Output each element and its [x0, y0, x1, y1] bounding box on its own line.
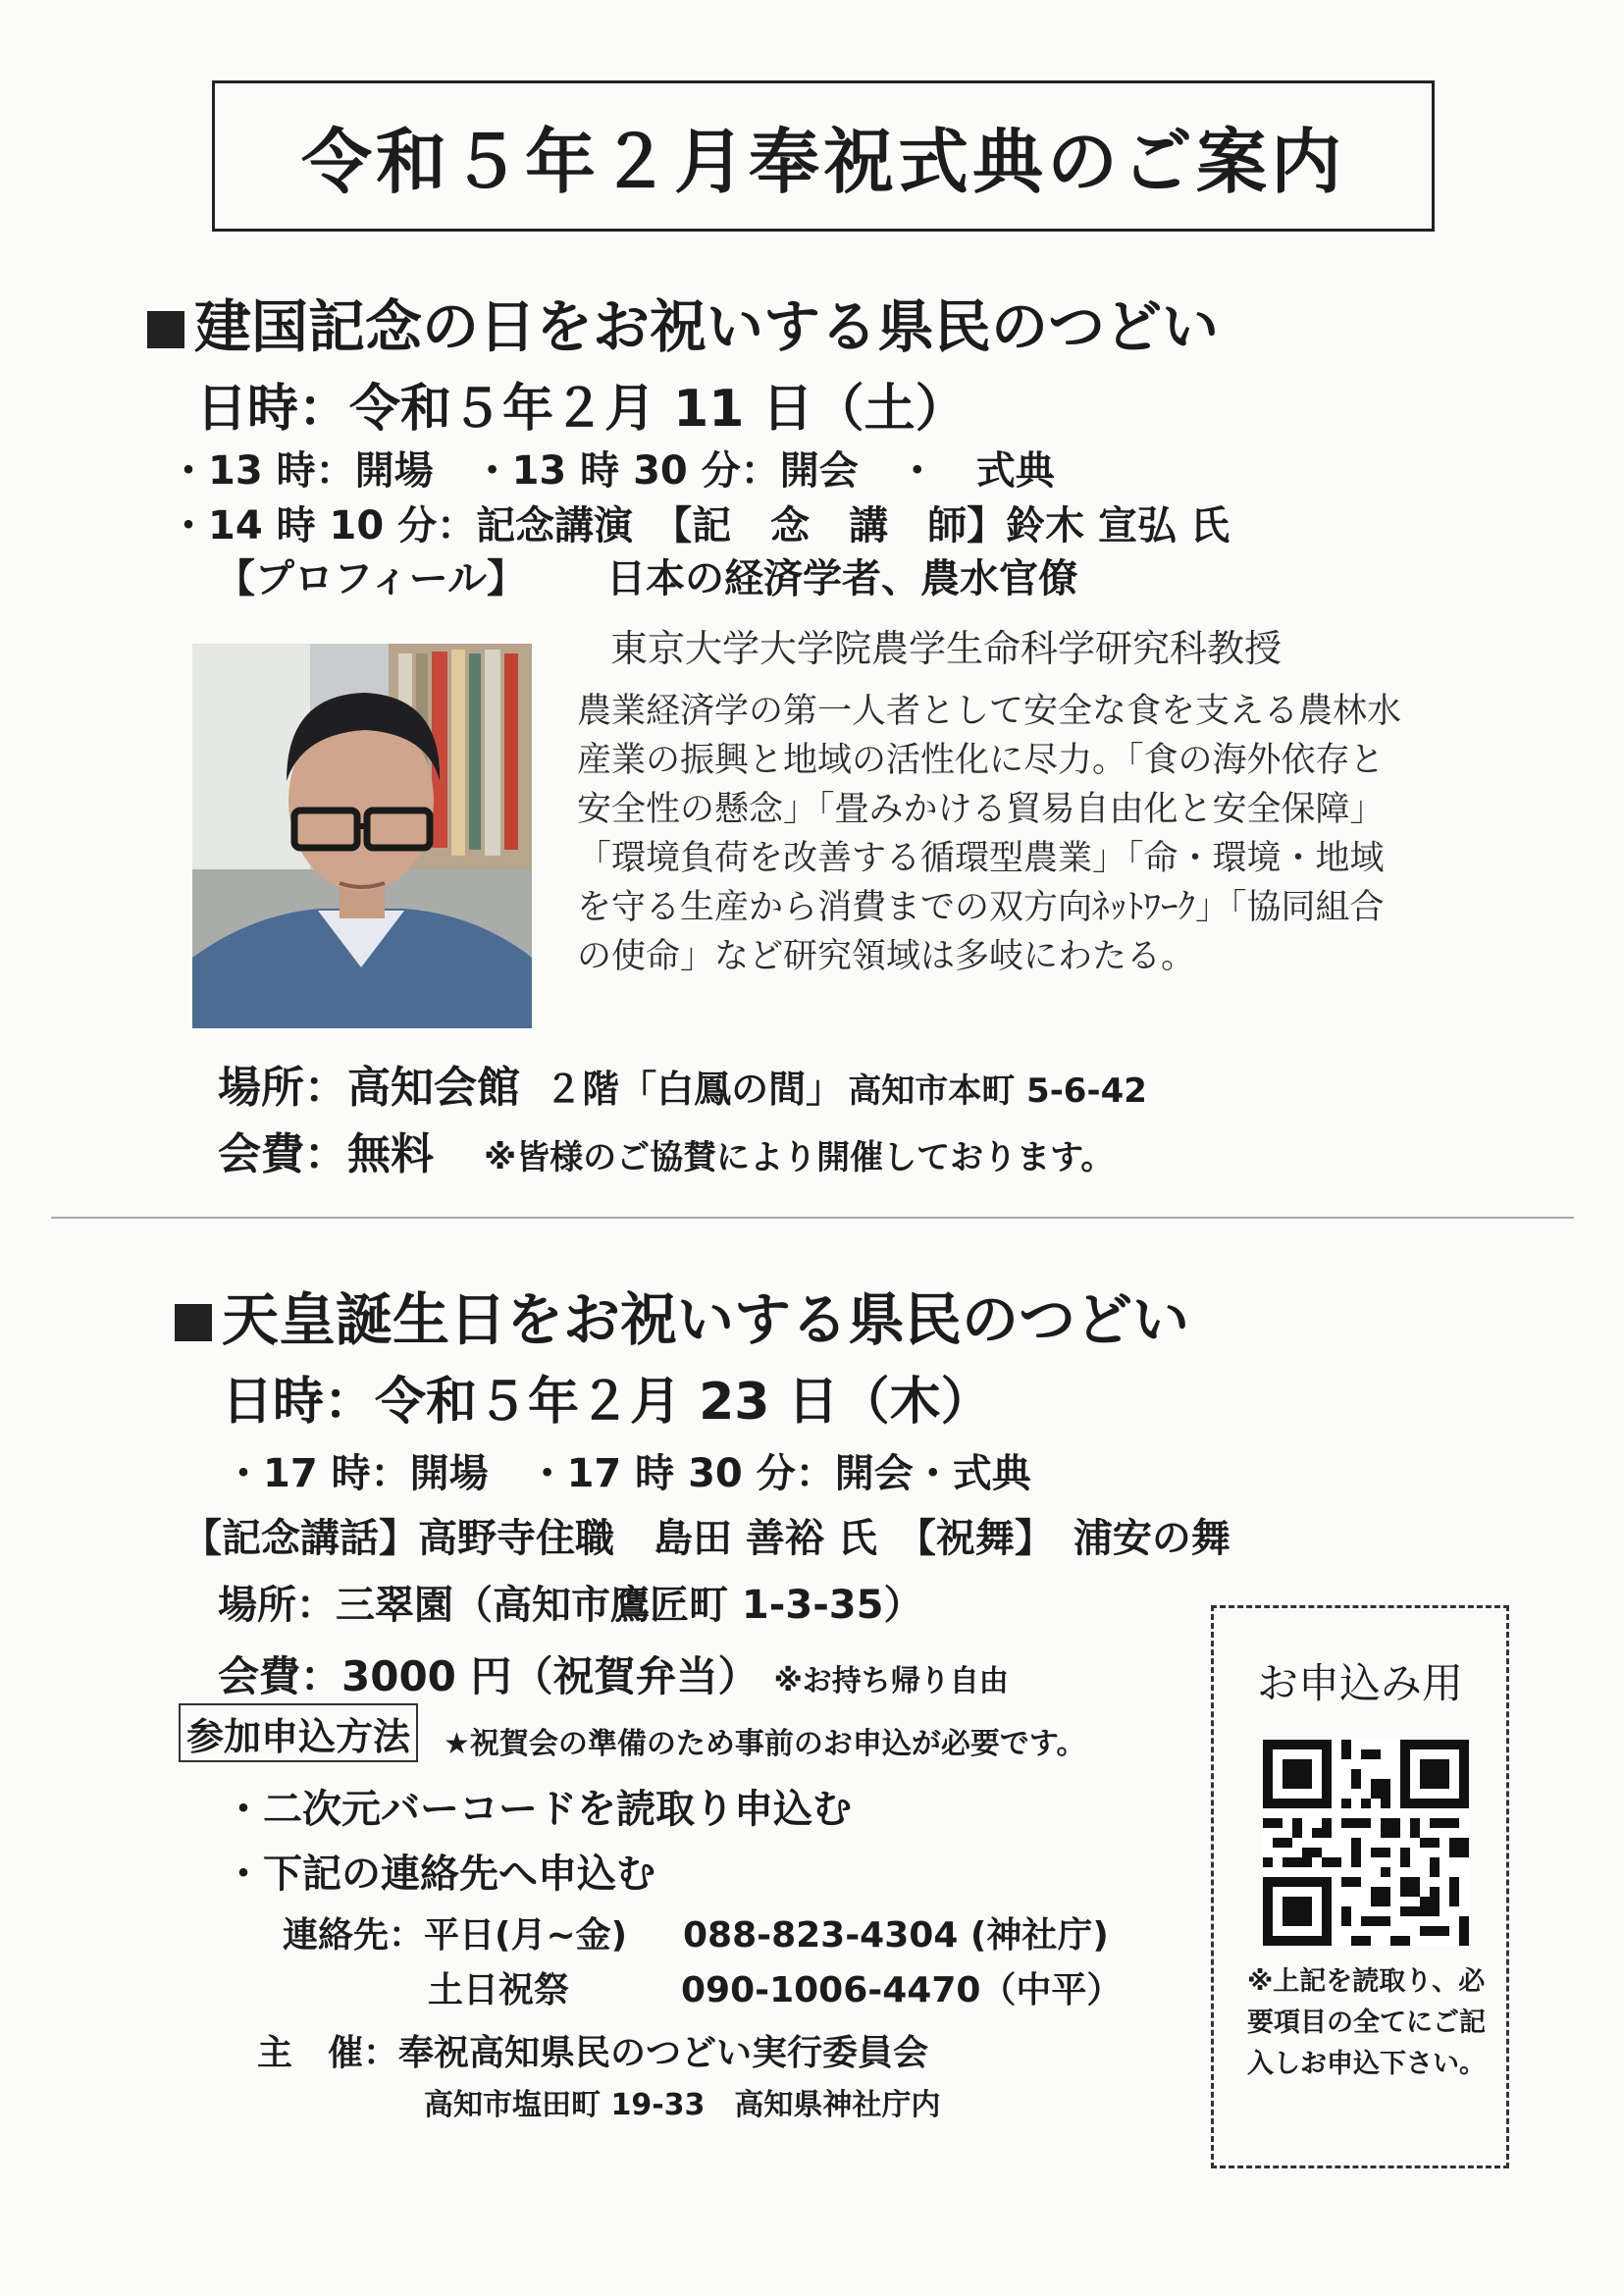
apply-note: ★祝賀会の準備のため事前のお申込が必要です。: [444, 1727, 1086, 1761]
profile-line: 「環境負荷を改善する循環型農業」「命・環境・地域: [577, 839, 1385, 878]
fee-label: 会費：無料: [218, 1129, 434, 1179]
event2-heading-row: [175, 1274, 1189, 1356]
profile-line: 農業経済学の第一人者として安全な食を支える農林水: [577, 692, 1402, 731]
event1-heading: 建国記念の日をお祝いする県民のつどい: [194, 293, 1220, 360]
profile-line: 安全性の懸念」「畳みかける貿易自由化と安全保障」: [577, 790, 1385, 829]
square-bullet-icon: [175, 1304, 212, 1341]
fee-note: ※皆様のご協賛により開催しております。: [484, 1138, 1115, 1177]
section-divider: [51, 1217, 1574, 1219]
contact-holiday-label: 土日祝祭: [428, 1970, 570, 2010]
square-bullet-icon: [147, 311, 184, 348]
title-box: [212, 80, 1435, 232]
organizer: 主 催：奉祝高知県民のつどい実行委員会: [257, 2033, 929, 2073]
contact-holiday-phone: 090-1006-4470（中平）: [681, 1970, 1123, 2010]
venue-detail: ２階「白鳳の間」: [545, 1068, 844, 1111]
event2-fee-note: ※お持ち帰り自由: [773, 1664, 1009, 1698]
event2-schedule: ・17 時：開場 ・17 時 30 分：開会・式典: [224, 1451, 1031, 1496]
qr-note: ※上記を読取り、必要項目の全てにご記入しお申込下さい。: [1247, 1966, 1486, 2079]
profile-line: を守る生産から消費までの双方向ﾈｯﾄﾜｰｸ」「協同組合: [577, 888, 1385, 927]
contact-label: 連絡先：平日(月~金): [283, 1915, 628, 1956]
venue-address: 高知市本町 5-6-42: [848, 1071, 1147, 1111]
apply-method-label: 参加申込方法: [186, 1714, 411, 1758]
event1-venue: [218, 1052, 1147, 1115]
organizer-address: 高知市塩田町 19-33 高知県神社庁内: [424, 2088, 941, 2122]
event2-lecture: 【記念講話】高野寺住職 島田 善裕 氏 【祝舞】 浦安の舞: [183, 1516, 1230, 1561]
event1-schedule-1: ・13 時：開場 ・13 時 30 分：開会 ・ 式典: [169, 448, 1055, 494]
event2-heading: 天皇誕生日をお祝いする県民のつどい: [222, 1286, 1190, 1353]
profile-line: 産業の振興と地域の活性化に尽力。「食の海外依存と: [577, 741, 1385, 780]
event2-fee: [218, 1644, 1009, 1703]
profile-line: の使命」など研究領域は多岐にわたる。: [577, 937, 1196, 976]
lecturer-photo: [192, 644, 532, 1028]
event2-venue: 場所：三翠園（高知市鷹匠町 1-3-35）: [218, 1583, 923, 1628]
lecturer-affiliation: 東京大学大学院農学生命科学研究科教授: [610, 627, 1283, 670]
profile-body: [577, 687, 1401, 981]
qr-code[interactable]: [1263, 1740, 1469, 1946]
event2-date: 日時：令和５年２月 23 日（木）: [222, 1373, 992, 1432]
apply-option-qr: ・二次元バーコードを読取り申込む: [224, 1787, 852, 1832]
qr-card: [1211, 1605, 1509, 2168]
page-title: 令和５年２月奉祝式典のご案内: [300, 121, 1345, 203]
event1-fee: [218, 1119, 1114, 1181]
event1-schedule-2: ・14 時 10 分：記念講演 【記 念 講 師】鈴木 宣弘 氏: [169, 503, 1230, 548]
profile-label: 【プロフィール】: [216, 556, 526, 601]
qr-card-label: お申込み用: [1256, 1659, 1463, 1707]
apply-method-box: [179, 1703, 418, 1762]
venue-label: 場所：高知会館: [218, 1063, 520, 1113]
contact-weekday-phone: 088-823-4304 (神社庁): [683, 1915, 1109, 1956]
event1-heading-row: [147, 281, 1219, 363]
event2-fee-label: 会費：3000 円（祝賀弁当）: [218, 1652, 759, 1700]
apply-option-contact: ・下記の連絡先へ申込む: [224, 1852, 655, 1897]
profile-title: 日本の経済学者、農水官僚: [606, 556, 1077, 601]
event1-date: 日時：令和５年２月 11 日（土）: [196, 380, 967, 439]
